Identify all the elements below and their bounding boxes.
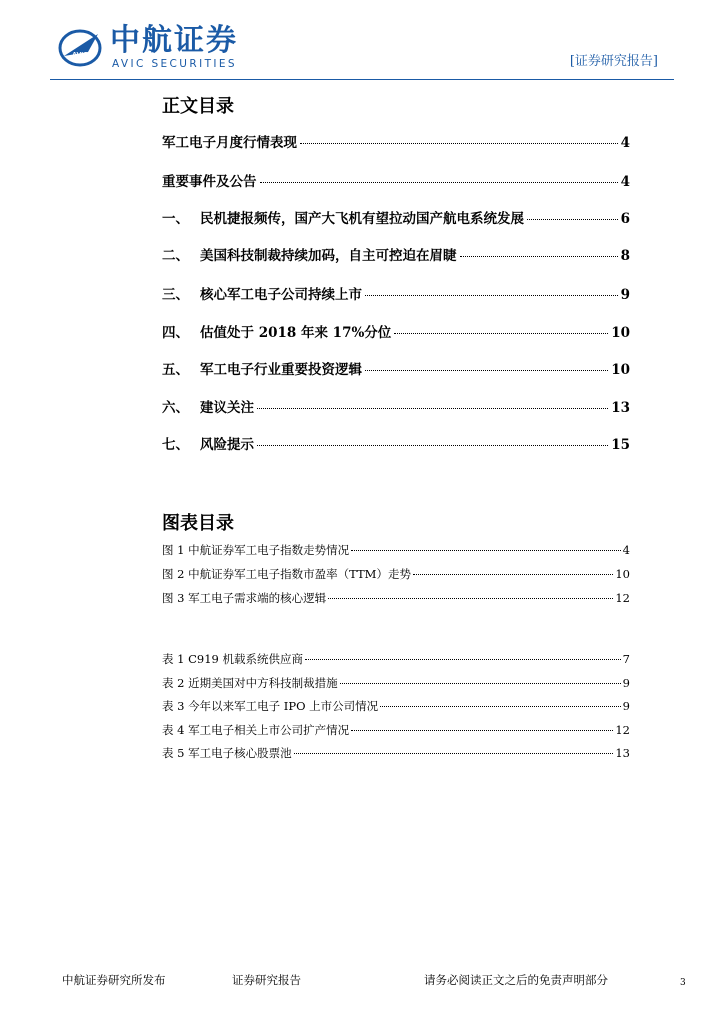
toc-entry[interactable] [162,358,630,378]
table-entry[interactable] [162,722,630,738]
figures-heading: 图表目录 [162,513,234,534]
toc-entry-page: 6 [620,211,630,227]
toc-entry-title: 民机捷报频传，国产大飞机有望拉动国产航电系统发展 [200,211,524,227]
dot-leader [460,256,618,257]
figure-entry-title: 图 3 军工电子需求端的核心逻辑 [162,591,327,605]
toc-entry-number: 六、 [162,400,189,416]
footer-disclaimer: 请务必阅读正文之后的免责声明部分 [424,973,608,987]
table-entry-page: 12 [615,723,630,737]
table-entry-title: 表 3 今年以来军工电子 IPO 上市公司情况 [162,699,379,713]
table-entry-title: 表 1 C919 机载系统供应商 [162,652,304,666]
table-entry-page: 13 [615,746,630,760]
figure-entry[interactable] [162,590,630,606]
dot-leader [413,574,613,575]
logo-mark-text: AVIC [72,52,89,59]
dot-leader [351,730,613,731]
dot-leader [380,706,621,707]
dot-leader [328,598,613,599]
toc-entry-page: 13 [611,400,630,416]
dot-leader [351,550,621,551]
document-type-label: [证券研究报告] [569,54,658,69]
table-entry[interactable] [162,745,630,761]
dot-leader [365,370,608,371]
page-number: 3 [680,978,686,988]
dot-leader [340,683,621,684]
toc-entry[interactable] [162,244,630,264]
table-entry[interactable] [162,698,630,714]
figure-entry[interactable] [162,542,630,558]
logo-chinese-name: 中航证券 [110,23,238,58]
toc-entry-page: 4 [620,174,630,190]
footer-publisher: 中航证券研究所发布 [62,973,166,987]
table-entry-page: 7 [622,652,630,666]
toc-entry-number: 四、 [162,325,189,341]
avic-logo-icon [58,26,102,68]
figure-entry-page: 4 [622,543,630,557]
footer-report-type: 证券研究报告 [232,973,301,987]
toc-entry-title: 军工电子行业重要投资逻辑 [200,362,362,378]
header-divider [50,79,674,80]
toc-entry-title: 美国科技制裁持续加码，自主可控迫在眉睫 [200,248,457,264]
toc-entry-title: 风险提示 [200,437,254,453]
dot-leader [260,182,618,183]
dot-leader [257,445,608,446]
figure-entry-page: 10 [615,567,630,581]
toc-entry-page: 10 [611,325,630,341]
toc-entry-number: 三、 [162,287,189,303]
toc-heading: 正文目录 [162,96,234,117]
table-entry[interactable] [162,675,630,691]
toc-entry-number: 一、 [162,211,189,227]
dot-leader [300,143,618,144]
toc-entry-title: 军工电子月度行情表现 [162,135,297,151]
dot-leader [305,659,621,660]
figure-entry[interactable] [162,566,630,582]
figure-entry-title: 图 1 中航证券军工电子指数走势情况 [162,543,350,557]
table-entry-title: 表 5 军工电子核心股票池 [162,746,292,760]
dot-leader [294,753,614,754]
table-entry-page: 9 [622,676,630,690]
toc-entry-page: 8 [620,248,630,264]
toc-entry-page: 10 [611,362,630,378]
toc-entry-title: 核心军工电子公司持续上市 [200,287,362,303]
figure-entry-title: 图 2 中航证券军工电子指数市盈率（TTM）走势 [162,567,411,581]
table-entry[interactable] [162,651,630,667]
dot-leader [365,295,618,296]
toc-entry[interactable] [162,207,630,227]
logo-english-name: AVIC SECURITIES [112,58,237,70]
toc-entry[interactable] [162,170,630,190]
toc-entry-title: 重要事件及公告 [162,174,257,190]
toc-entry-number: 二、 [162,248,189,264]
toc-entry[interactable] [162,396,630,416]
toc-entry-page: 15 [611,437,630,453]
dot-leader [257,408,608,409]
toc-entry[interactable] [162,321,630,341]
figure-entry-page: 12 [615,591,630,605]
toc-entry-title: 建议关注 [200,400,254,416]
toc-entry-number: 七、 [162,437,189,453]
company-logo [58,24,258,72]
toc-entry-page: 9 [620,287,630,303]
table-entry-title: 表 2 近期美国对中方科技制裁措施 [162,676,338,690]
toc-entry[interactable] [162,131,630,151]
toc-entry-title: 估值处于 2018 年来 17%分位 [200,325,392,341]
toc-entry-page: 4 [620,135,630,151]
toc-entry-number: 五、 [162,362,189,378]
dot-leader [394,333,608,334]
toc-entry[interactable] [162,433,630,453]
table-entry-page: 9 [622,699,630,713]
dot-leader [527,219,618,220]
toc-entry[interactable] [162,283,630,303]
table-entry-title: 表 4 军工电子相关上市公司扩产情况 [162,723,350,737]
